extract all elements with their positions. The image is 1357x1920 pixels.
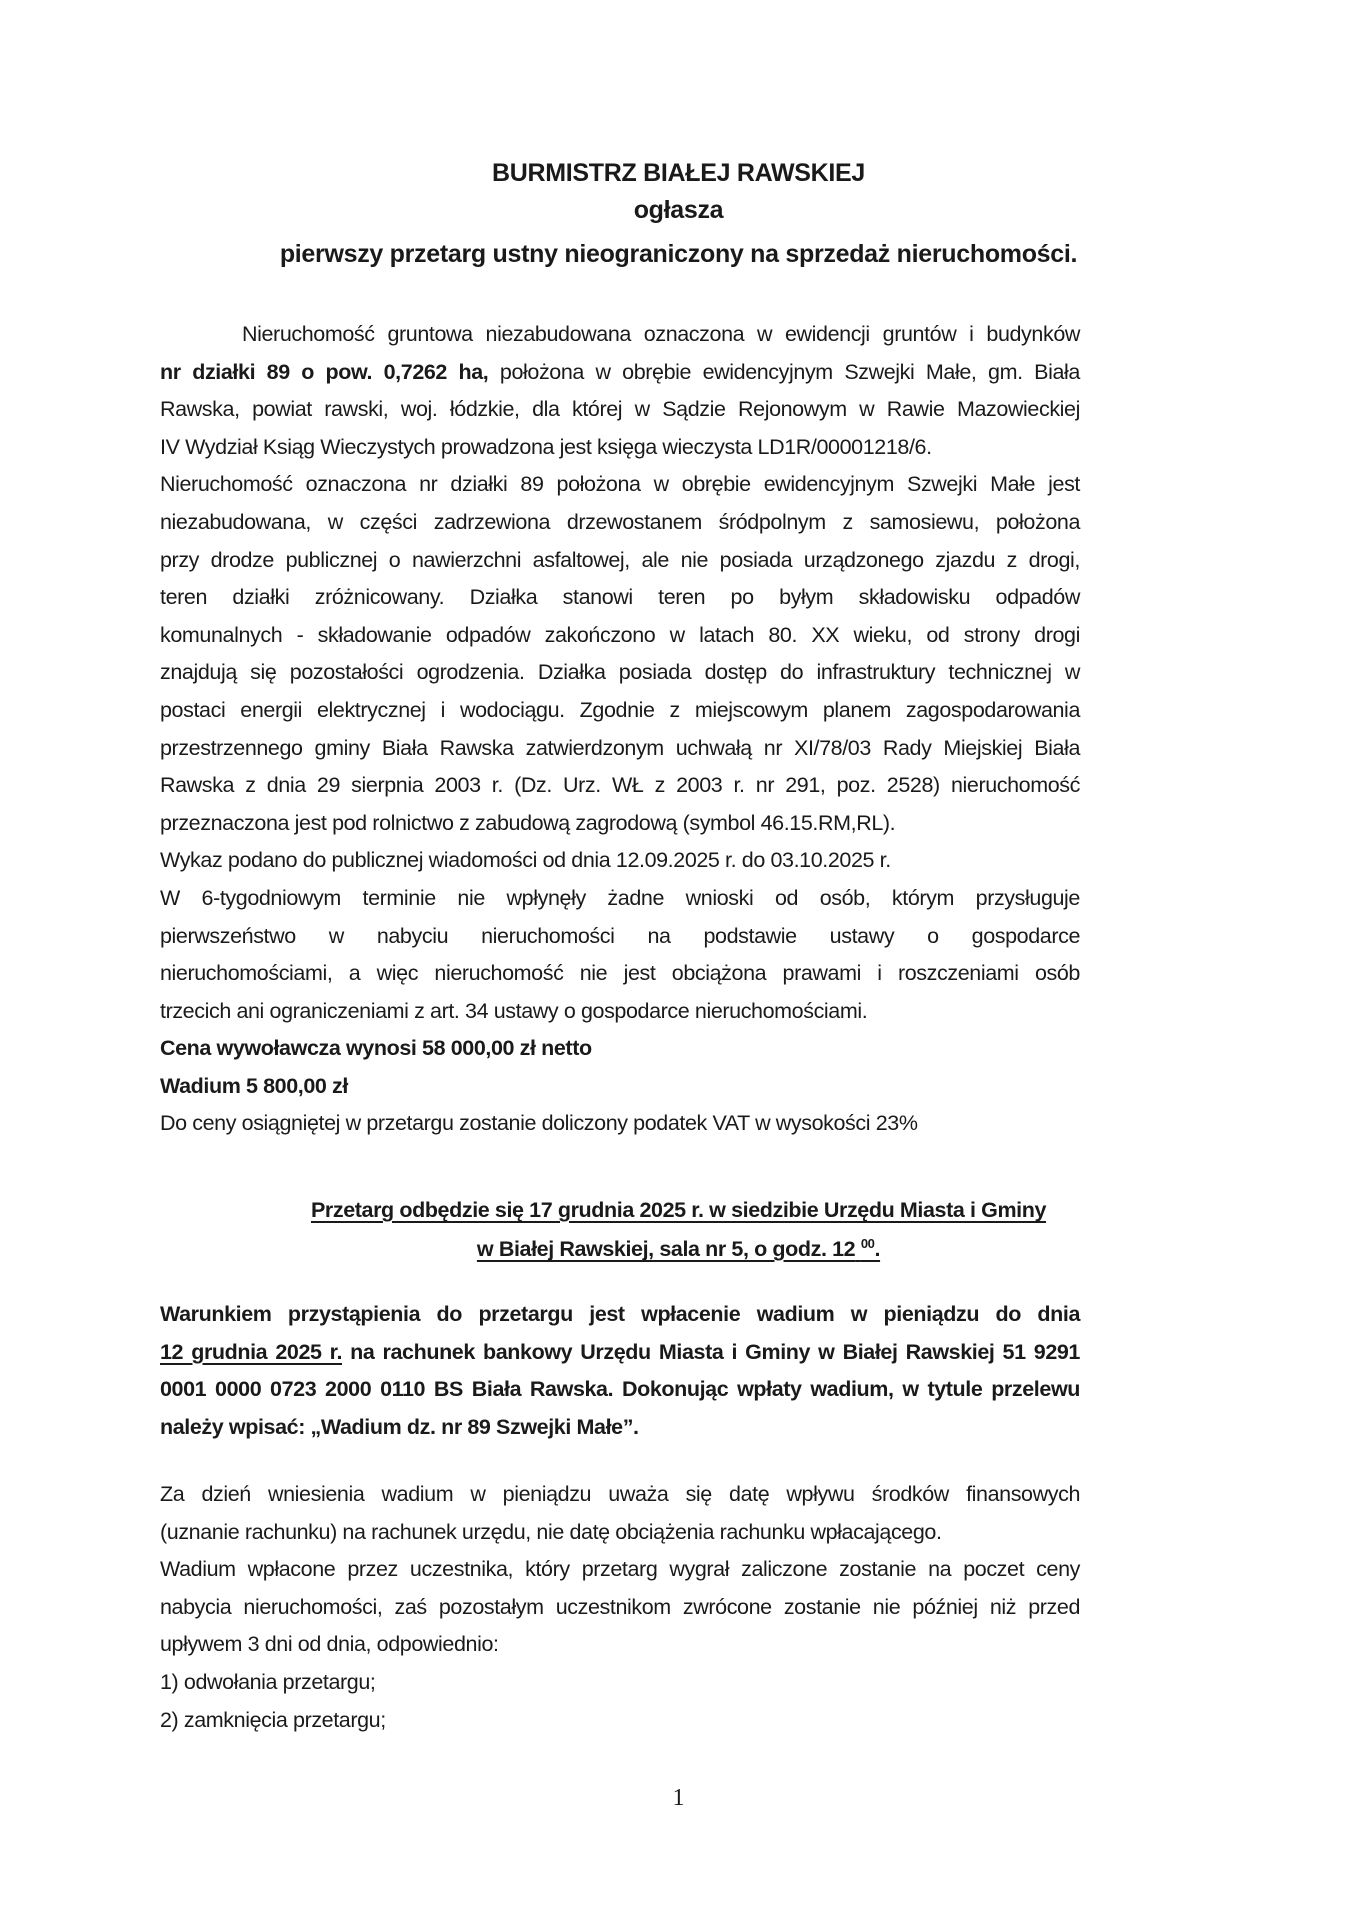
description-line: trzecich ani ograniczeniami z art. 34 ustawy o gospodarce nieruchomościami. xyxy=(160,998,868,1023)
rules-list-item: 1) odwołania przetargu; xyxy=(160,1669,376,1694)
property-description xyxy=(160,316,1080,1143)
conditions-line xyxy=(160,1334,1080,1372)
page-number: 1 xyxy=(672,1785,685,1811)
description-line: W 6-tygodniowym terminie nie wpłynęły żadne wnioski od osób, którym przysługuje xyxy=(160,885,1080,910)
description-text: położona w obrębie ewidencyjnym Szwejki Małe, gm. Biała xyxy=(488,359,1080,384)
description-line: Nieruchomość oznaczona nr działki 89 położona w obrębie ewidencyjnym Szwejki Małe jest xyxy=(160,472,1080,497)
description-line xyxy=(160,354,1080,392)
plot-number-area: nr działki 89 o pow. 0,7262 ha, xyxy=(160,359,489,384)
description-line: Rawska, powiat rawski, woj. łódzkie, dla której w Sądzie Rejonowym w Rawie Mazowieckiej xyxy=(160,397,1080,422)
description-line: nieruchomościami, a więc nieruchomość nie jest obciążona prawami i roszczeniami osób xyxy=(160,961,1080,986)
description-line: znajdują się pozostałości ogrodzenia. Działka posiada dostęp do infrastruktury technicznej w xyxy=(160,660,1080,685)
description-line: teren działki zróżnicowany. Działka stanowi teren po byłym składowisku odpadów xyxy=(160,585,1080,610)
conditions-text: na rachunek bankowy Urzędu Miasta i Gminy w Białej Rawskiej 51 9291 xyxy=(342,1339,1080,1364)
deposit-rules xyxy=(160,1476,1080,1739)
rules-line: nabycia nieruchomości, zaś pozostałym uczestnikom zwrócone zostanie nie później niż przed xyxy=(160,1594,1080,1619)
description-line: Rawska z dnia 29 sierpnia 2003 r. (Dz. Urz. WŁ z 2003 r. nr 291, poz. 2528) nieruchomość xyxy=(160,773,1080,798)
auction-place-text: w Białej Rawskiej, sala nr 5, o godz. 12 xyxy=(476,1237,856,1262)
announcement-subject: pierwszy przetarg ustny nieograniczony na sprzedaż nieruchomości. xyxy=(279,240,1078,268)
description-line: postaci energii elektrycznej i wodociągu. Zgodnie z miejscowym planem zagospodarowania xyxy=(160,697,1080,722)
description-line: przy drodze publicznej o nawierzchni asfaltowej, ale nie posiada urządzonego zjazdu z drogi, xyxy=(160,547,1080,572)
starting-price: Cena wywoławcza wynosi 58 000,00 zł netto xyxy=(160,1036,592,1061)
description-line: przestrzennego gminy Biała Rawska zatwierdzonym uchwałą nr XI/78/03 Rady Miejskiej Biała xyxy=(160,735,1080,760)
auction-time-minutes: 00 xyxy=(860,1236,875,1251)
rules-line: Za dzień wniesienia wadium w pieniądzu uważa się datę wpływu środków finansowych xyxy=(160,1482,1080,1506)
rules-line: upływem 3 dni od dnia, odpowiednio: xyxy=(160,1632,499,1657)
description-line: IV Wydział Ksiąg Wieczystych prowadzona jest księga wieczysta LD1R/00001218/6. xyxy=(160,434,932,459)
rules-line: (uznanie rachunku) na rachunek urzędu, nie datę obciążenia rachunku wpłacającego. xyxy=(160,1519,942,1544)
announce-verb: ogłasza xyxy=(633,196,724,224)
deposit-deadline: 12 grudnia 2025 r. xyxy=(160,1339,343,1364)
rules-line: Wadium wpłacone przez uczestnika, który przetarg wygrał zaliczone zostanie na poczet ceny xyxy=(160,1557,1080,1582)
deposit-amount: Wadium 5 800,00 zł xyxy=(160,1073,348,1098)
auction-place-end: . xyxy=(874,1237,881,1262)
conditions-line: Warunkiem przystąpienia do przetargu jest wpłacenie wadium w pieniądzu do dnia xyxy=(160,1302,1080,1326)
description-line: komunalnych - składowanie odpadów zakończono w latach 80. XX wieku, od strony drogi xyxy=(160,622,1080,647)
description-line: pierwszeństwo w nabyciu nieruchomości na podstawie ustawy o gospodarce xyxy=(160,923,1080,948)
vat-note: Do ceny osiągniętej w przetargu zostanie doliczony podatek VAT w wysokości 23% xyxy=(160,1111,918,1136)
description-line: niezabudowana, w części zadrzewiona drzewostanem śródpolnym z samosiewu, położona xyxy=(160,509,1080,534)
participation-conditions xyxy=(160,1296,1080,1446)
issuer-heading: BURMISTRZ BIAŁEJ RAWSKIEJ xyxy=(491,159,866,187)
conditions-line: należy wpisać: „Wadium dz. nr 89 Szwejki Małe”. xyxy=(160,1414,639,1439)
auction-place-line xyxy=(0,1236,1357,1262)
description-line: Nieruchomość gruntowa niezabudowana oznaczona w ewidencji gruntów i budynków xyxy=(242,322,1080,346)
auction-date-line: Przetarg odbędzie się 17 grudnia 2025 r. w siedzibie Urzędu Miasta i Gminy xyxy=(310,1198,1047,1222)
conditions-line: 0001 0000 0723 2000 0110 BS Biała Rawska. Dokonując wpłaty wadium, w tytule przelewu xyxy=(160,1377,1080,1402)
rules-list-item: 2) zamknięcia przetargu; xyxy=(160,1707,386,1732)
description-line: przeznaczona jest pod rolnictwo z zabudową zagrodową (symbol 46.15.RM,RL). xyxy=(160,810,896,835)
description-line: Wykaz podano do publicznej wiadomości od dnia 12.09.2025 r. do 03.10.2025 r. xyxy=(160,848,891,873)
